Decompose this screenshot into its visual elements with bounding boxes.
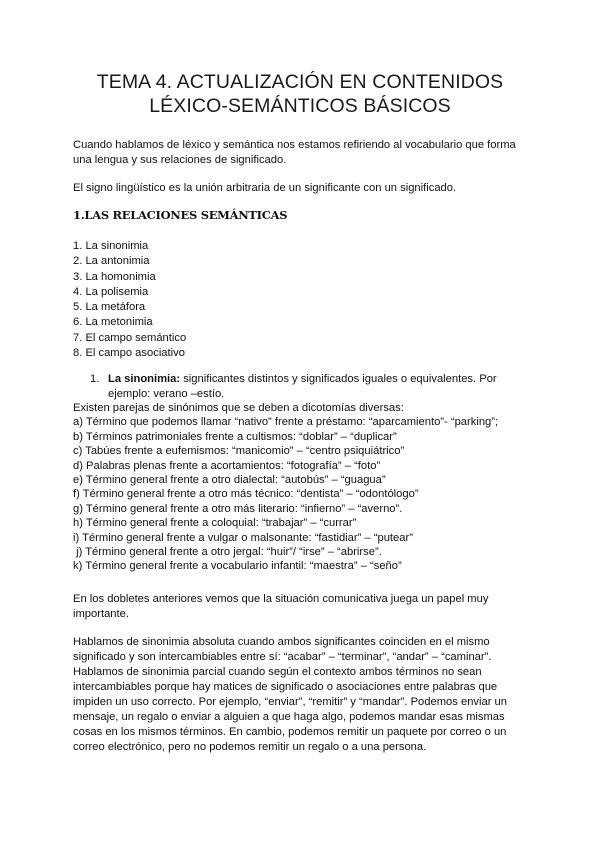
partial-synonymy-line: correo electrónico, pero no podemos remitir un regalo o a una persona. [73, 741, 427, 753]
partial-synonymy-line: intercambiables porque hay matices de significado o asociaciones entre palabras que [73, 681, 498, 693]
list-item: 2. La antonimia [73, 255, 150, 268]
partial-synonymy-line: impiden un uso correcto. Por ejemplo, “enviar”, “remitir” y “mandar”. Podemos enviar un [73, 696, 507, 708]
absolute-synonymy-line: Hablamos de sinonimia absoluta cuando ambos significantes coinciden en el mismo [73, 636, 490, 648]
list-item: 8. El campo asociativo [73, 347, 185, 360]
list-item: a) Término que podemos llamar “nativo” frente a préstamo: “aparcamiento”- “parking”; [73, 416, 499, 429]
dobletes-paragraph-line-2: importante. [73, 608, 129, 620]
list-item: g) Término general frente a otro más literario: “infierno” – “averno”. [73, 502, 403, 515]
absolute-synonymy-line: significado y son intercambiables entre sí: “acabar” – “terminar”, “andar” – “caminar”. [73, 651, 492, 663]
synonym-pairs [73, 401, 498, 574]
list-item: k) Término general frente a vocabulario infantil: “maestra” – “seño” [73, 560, 402, 573]
list-item: e) Término general frente a otro dialectal: “autobús” – “guagua” [73, 474, 386, 487]
intro-paragraph-line-2: una lengua y sus relaciones de significado. [73, 154, 287, 166]
page-title-line-1: TEMA 4. ACTUALIZACIÓN EN CONTENIDOS [96, 71, 504, 93]
sign-definition-paragraph: El signo lingüístico es la unión arbitraria de un significante con un significado. [73, 182, 457, 194]
list-item: j) Término general frente a otro jergal: “huir”/ “irse” – “abrirse”. [73, 546, 382, 559]
pairs-intro: Existen parejas de sinónimos que se deben a dicotomías diversas: [73, 402, 404, 414]
list-item: 3. La homonimia [73, 270, 156, 283]
sinonimia-number: 1. [90, 373, 100, 385]
partial-synonymy-line: mensaje, un regalo o enviar a alguien a que haga algo, podemos mandar esas mismas [73, 711, 505, 723]
list-item: i) Término general frente a vulgar o malsonante: “fastidiar” – “putear” [73, 531, 413, 544]
relations-list [73, 239, 186, 361]
partial-synonymy-line: cosas en los mismos términos. En cambio, podemos remitir un paquete por correo o un [73, 726, 507, 738]
list-item: d) Palabras plenas frente a acortamientos: “fotografía” – “foto” [73, 459, 381, 472]
partial-synonymy-line: Hablamos de sinonimia parcial cuando según el contexto ambos términos no sean [73, 666, 482, 678]
list-item: h) Término general frente a coloquial: “trabajar” – “currar” [73, 517, 357, 530]
section-heading-relaciones: 1.LAS RELACIONES SEMÁNTICAS [73, 208, 288, 222]
list-item: c) Tabúes frente a eufemismos: “manicomio” – “centro psiquiátrico” [73, 445, 405, 458]
sinonimia-definition-line-2: ejemplo: verano –estío. [108, 388, 225, 400]
list-item: 5. La metáfora [73, 301, 146, 314]
sinonimia-definition-line-1: significantes distintos y significados iguales o equivalentes. Por [180, 373, 497, 385]
list-item: f) Término general frente a otro más técnico: “dentista” – “odontólogo” [73, 488, 419, 501]
list-item: 1. La sinonimia [73, 240, 149, 252]
sinonimia-term: La sinonimia: [108, 373, 181, 385]
list-item: b) Términos patrimoniales frente a cultismos: “doblar” – “duplicar” [73, 430, 397, 443]
list-item: 4. La polisemia [73, 285, 149, 298]
dobletes-paragraph-line-1: En los dobletes anteriores vemos que la situación comunicativa juega un papel muy [73, 593, 489, 605]
list-item: 7. El campo semántico [73, 331, 187, 344]
intro-paragraph-line-1: Cuando hablamos de léxico y semántica nos estamos refiriendo al vocabulario que forma [73, 139, 516, 151]
page-title-line-2: LÉXICO-SEMÁNTICOS BÁSICOS [149, 95, 451, 117]
list-item: 6. La metonimia [73, 316, 153, 329]
